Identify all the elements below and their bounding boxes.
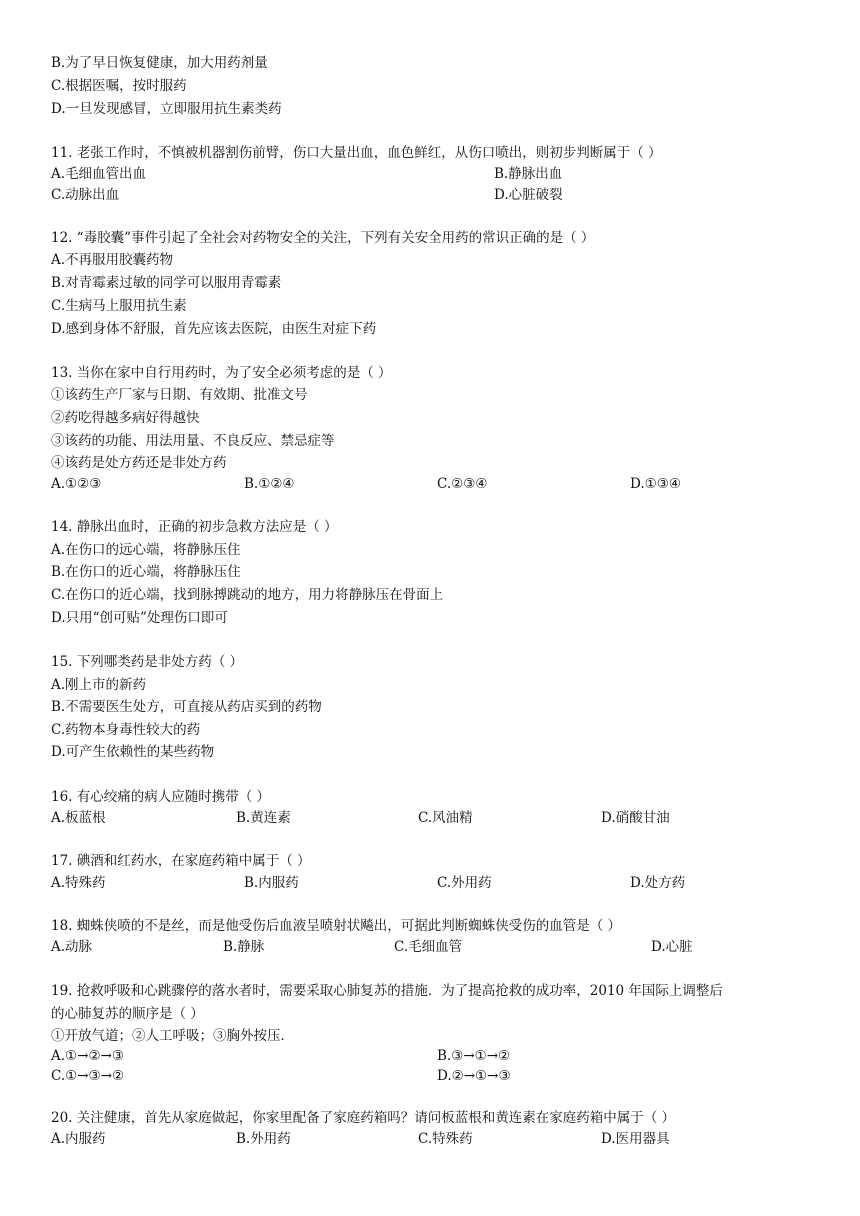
q16-stem: 16. 有心绞痛的病人应随时携带（ ） (51, 789, 271, 805)
q17-option-a: A.特殊药 (51, 875, 106, 891)
q10-option-c: C.根据医嘱，按时服药 (51, 78, 187, 94)
q15-option-a: A.刚上市的新药 (51, 677, 147, 693)
q13-item-2: ②药吃得越多病好得越快 (51, 410, 200, 426)
q11-option-b: B.静脉出血 (494, 166, 563, 182)
q12-stem: 12. “毒胶囊”事件引起了全社会对药物安全的关注，下列有关安全用药的常识正确的是（ ） (51, 230, 595, 246)
q14-option-c: C.在伤口的近心端，找到脉搏跳动的地方，用力将静脉压在骨面上 (51, 587, 444, 603)
q17-stem: 17. 碘酒和红药水，在家庭药箱中属于（ ） (51, 853, 311, 869)
q11-option-c: C.动脉出血 (51, 187, 120, 203)
q13-option-b: B.①②④ (244, 476, 295, 492)
q19-stem-line-2: 的心肺复苏的顺序是（ ） (51, 1006, 204, 1022)
q14-option-d: D.只用“创可贴”处理伤口即可 (51, 610, 228, 626)
q13-item-3: ③该药的功能、用法用量、不良反应、禁忌症等 (51, 433, 335, 449)
q10-option-d: D.一旦发现感冒，立即服用抗生素类药 (51, 101, 282, 117)
q12-option-d: D.感到身体不舒服，首先应该去医院，由医生对症下药 (51, 321, 377, 337)
q12-option-c: C.生病马上服用抗生素 (51, 298, 187, 314)
q14-option-b: B.在伤口的近心端，将静脉压住 (51, 564, 241, 580)
q17-option-d: D.处方药 (630, 875, 686, 891)
q15-option-c: C.药物本身毒性较大的药 (51, 722, 201, 738)
q19-option-b: B.③→①→② (437, 1048, 511, 1064)
q19-option-c: C.①→③→② (51, 1068, 125, 1084)
q13-stem: 13. 当你在家中自行用药时，为了安全必须考虑的是（ ） (51, 365, 392, 381)
q18-option-b: B.静脉 (223, 939, 265, 955)
q19-option-d: D.②→①→③ (437, 1068, 511, 1084)
q17-option-c: C.外用药 (437, 875, 492, 891)
q20-option-a: A.内服药 (51, 1131, 106, 1147)
q15-option-b: B.不需要医生处方，可直接从药店买到的药物 (51, 699, 322, 715)
q19-steps: ①开放气道；②人工呼吸；③胸外按压． (51, 1028, 294, 1044)
q12-option-b: B.对青霉素过敏的同学可以服用青霉素 (51, 275, 282, 291)
q19-stem-line-1: 19. 抢救呼吸和心跳骤停的落水者时，需要采取心肺复苏的措施．为了提高抢救的成功率，2010 年国际上调整后 (51, 983, 723, 999)
q19-option-a: A.①→②→③ (51, 1048, 124, 1064)
q20-stem: 20. 关注健康，首先从家庭做起，你家里配备了家庭药箱吗？请问板蓝根和黄连素在家庭药箱中属于（ ） (51, 1110, 676, 1126)
q11-option-a: A.毛细血管出血 (51, 166, 147, 182)
q15-stem: 15. 下列哪类药是非处方药（ ） (51, 654, 244, 670)
q20-option-b: B.外用药 (236, 1131, 291, 1147)
q20-option-d: D.医用器具 (601, 1131, 670, 1147)
q20-option-c: C.特殊药 (418, 1131, 473, 1147)
q18-option-c: C.毛细血管 (394, 939, 463, 955)
q13-item-4: ④该药是处方药还是非处方药 (51, 455, 227, 471)
q16-option-a: A.板蓝根 (51, 810, 106, 826)
q18-option-d: D.心脏 (651, 939, 693, 955)
q11-option-d: D.心脏破裂 (494, 187, 563, 203)
q14-stem: 14. 静脉出血时，正确的初步急救方法应是（ ） (51, 519, 338, 535)
q13-item-1: ①该药生产厂家与日期、有效期、批准文号 (51, 387, 308, 403)
q13-option-d: D.①③④ (630, 476, 681, 492)
q12-option-a: A.不再服用胶囊药物 (51, 252, 174, 268)
q14-option-a: A.在伤口的远心端，将静脉压住 (51, 542, 241, 558)
q16-option-c: C.风油精 (418, 810, 473, 826)
q10-option-b: B.为了早日恢复健康，加大用药剂量 (51, 55, 268, 71)
q11-stem: 11. 老张工作时，不慎被机器割伤前臂，伤口大量出血，血色鲜红，从伤口喷出，则初步判断属于（ ） (51, 145, 662, 161)
q16-option-d: D.硝酸甘油 (601, 810, 670, 826)
q13-option-c: C.②③④ (437, 476, 488, 492)
q18-option-a: A.动脉 (51, 939, 93, 955)
q17-option-b: B.内服药 (244, 875, 299, 891)
q15-option-d: D.可产生依赖性的某些药物 (51, 744, 215, 760)
q16-option-b: B.黄连素 (236, 810, 291, 826)
q13-option-a: A.①②③ (51, 476, 102, 492)
q18-stem: 18. 蜘蛛侠喷的不是丝，而是他受伤后血液呈喷射状飚出，可据此判断蜘蛛侠受伤的血管是（ ） (51, 918, 622, 934)
